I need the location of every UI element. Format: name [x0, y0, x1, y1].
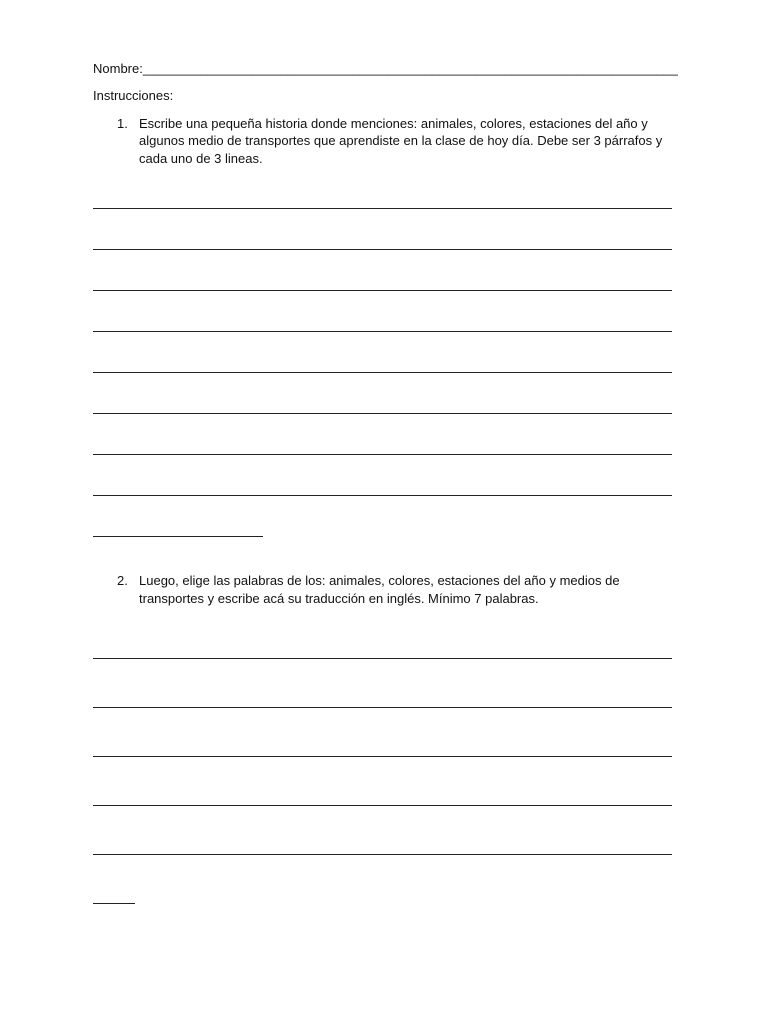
answer-line[interactable] — [93, 454, 672, 455]
answer-line[interactable] — [93, 372, 672, 373]
answer-line-short[interactable] — [93, 903, 135, 904]
answer-line[interactable] — [93, 249, 672, 250]
name-field[interactable]: Nombre:__________________________________________________________________________ — [93, 61, 678, 76]
answer-line[interactable] — [93, 331, 672, 332]
answer-line[interactable] — [93, 854, 672, 855]
question-2-text-line: transportes y escribe acá su traducción en inglés. Mínimo 7 palabras. — [139, 591, 539, 606]
answer-line[interactable] — [93, 805, 672, 806]
question-1-text-line: Escribe una pequeña historia donde menciones: animales, colores, estaciones del año y — [139, 116, 648, 131]
answer-line[interactable] — [93, 208, 672, 209]
question-1-text-line: cada uno de 3 lineas. — [139, 151, 263, 166]
answer-line[interactable] — [93, 658, 672, 659]
answer-line[interactable] — [93, 495, 672, 496]
answer-line[interactable] — [93, 756, 672, 757]
answer-line[interactable] — [93, 413, 672, 414]
question-2-text-line: Luego, elige las palabras de los: animales, colores, estaciones del año y medios de — [139, 573, 620, 588]
instructions-heading: Instrucciones: — [93, 88, 174, 103]
answer-line-short[interactable] — [93, 536, 263, 537]
question-1-text-line: algunos medio de transportes que aprendiste en la clase de hoy día. Debe ser 3 párrafos y — [139, 133, 663, 148]
answer-line[interactable] — [93, 707, 672, 708]
answer-line[interactable] — [93, 290, 672, 291]
question-1-number: 1. — [117, 116, 128, 131]
question-2-number: 2. — [117, 573, 128, 588]
